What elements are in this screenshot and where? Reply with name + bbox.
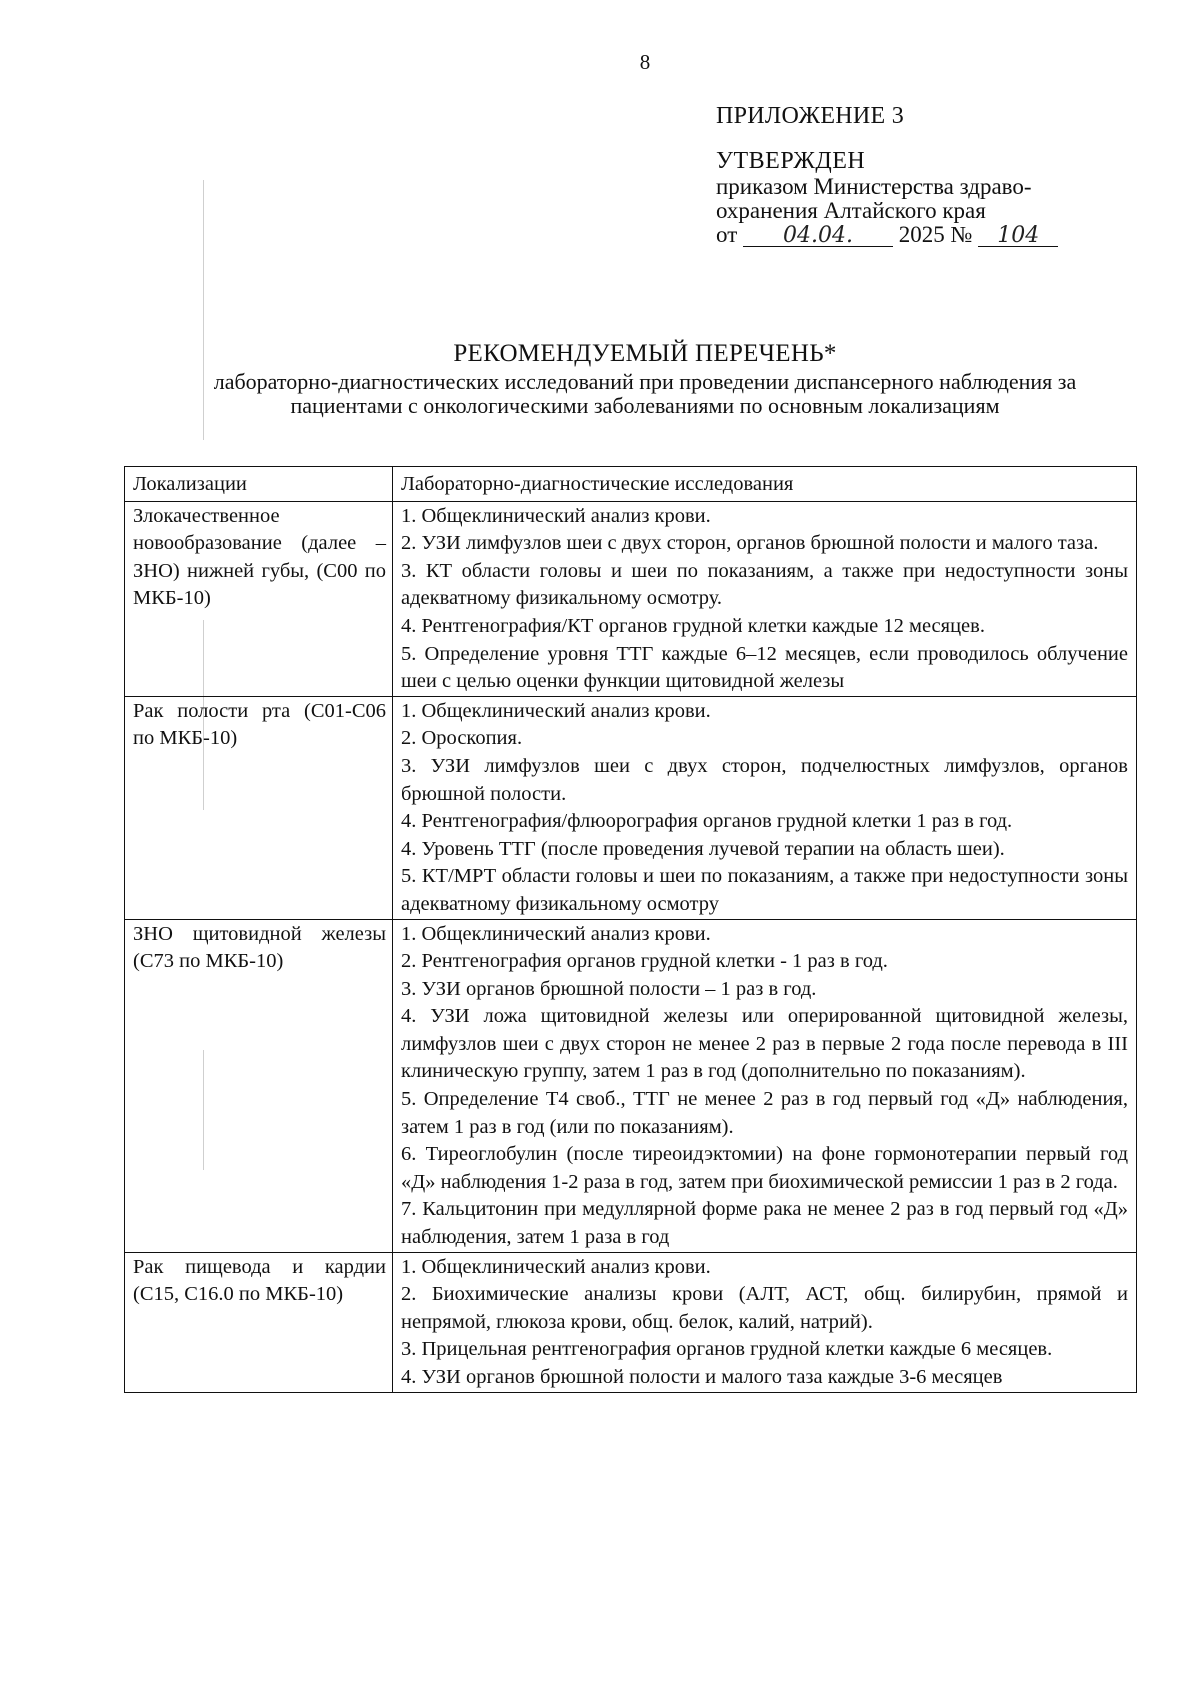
table-row (125, 501, 1137, 696)
list-item: 1. Общеклинический анализ крови. (401, 504, 711, 527)
appendix-heading: ПРИЛОЖЕНИЕ 3 (716, 103, 905, 129)
approval-date-line (716, 223, 1136, 247)
handwritten-date: 04.04. (743, 226, 893, 247)
list-item: 5. КТ/МРТ области головы и шеи по показаниям, а также при недоступности зоны адекватному физикальному осмотру (401, 865, 1128, 915)
document-title-block (170, 340, 1120, 418)
handwritten-number: 104 (978, 226, 1058, 247)
table-header-cell: Локализации (125, 467, 393, 502)
investigations-cell (393, 919, 1137, 1252)
year-label: 2025 № (898, 222, 973, 247)
approval-block (716, 149, 1136, 247)
document-subtitle: лабораторно-диагностических исследований при проведении диспансерного наблюдения за пациентами с онкологическими заболеваниями по основным локализациям (213, 369, 1077, 418)
list-item: 3. Прицельная рентгенография органов грудной клетки каждые 6 месяцев. (401, 1338, 1053, 1361)
list-item: 1. Общеклинический анализ крови. (401, 699, 711, 722)
list-item: 3. УЗИ органов брюшной полости – 1 раз в год. (401, 977, 817, 1000)
list-item: 4. Рентгенография/КТ органов грудной клетки каждые 12 месяцев. (401, 614, 985, 637)
table-row (125, 1252, 1137, 1392)
list-item: 5. Определение уровня ТТГ каждые 6–12 месяцев, если проводилось облучение шеи с целью оценки функции щитовидной железы (401, 642, 1128, 693)
localization-cell: Злокачественное новообразование (далее – ЗНО) нижней губы, (С00 по МКБ-10) (125, 501, 393, 696)
list-item: 5. Определение Т4 своб., ТТГ не менее 2 раз в год первый год «Д» наблюдения, затем 1 раз в год (или по показаниям). (401, 1088, 1128, 1138)
localization-cell: ЗНО щитовидной железы (С73 по МКБ-10) (125, 919, 393, 1252)
localization-cell: Рак полости рта (С01-С06 по МКБ-10) (125, 696, 393, 919)
investigations-cell (393, 1252, 1137, 1392)
document-title: РЕКОМЕНДУЕМЫЙ ПЕРЕЧЕНЬ* (453, 340, 837, 367)
recommended-list-table (124, 466, 1137, 1393)
localization-cell: Рак пищевода и кардии (С15, С16.0 по МКБ-10) (125, 1252, 393, 1392)
table-row (125, 696, 1137, 919)
list-item: 6. Тиреоглобулин (после тиреоидэктомии) на фоне гормонотерапии первый год «Д» наблюдения 1-2 раза в год, затем при биохимической ремиссии 1 раз в 2 года. (401, 1143, 1128, 1193)
list-item: 1. Общеклинический анализ крови. (401, 922, 711, 945)
list-item: 3. КТ области головы и шеи по показаниям, а также при недоступности зоны адекватному физикальному осмотру. (401, 559, 1128, 610)
list-item: 3. УЗИ лимфузлов шеи с двух сторон, подчелюстных лимфузлов, органов брюшной полости. (401, 754, 1128, 805)
list-item: 4. УЗИ органов брюшной полости и малого таза каждые 3-6 месяцев (401, 1366, 1003, 1388)
approval-line: охранения Алтайского края (716, 198, 986, 223)
approval-line: приказом Министерства здраво- (716, 174, 1032, 199)
approval-heading: УТВЕРЖДЕН (716, 148, 866, 174)
table-header-row (125, 467, 1137, 502)
list-item: 2. Ороскопия. (401, 727, 523, 750)
list-item: 2. УЗИ лимфузлов шеи с двух сторон, органов брюшной полости и малого таза. (401, 532, 1099, 555)
list-item: 2. Рентгенография органов грудной клетки - 1 раз в год. (401, 950, 888, 973)
list-item: 7. Кальцитонин при медуллярной форме рака не менее 2 раз в год первый год «Д» наблюдения, затем 1 раза в год (401, 1198, 1128, 1249)
investigations-cell (393, 501, 1137, 696)
list-item: 4. Уровень ТТГ (после проведения лучевой терапии на область шеи). (401, 837, 1005, 860)
table-row (125, 919, 1137, 1252)
list-item: 2. Биохимические анализы крови (АЛТ, АСТ, общ. билирубин, прямой и непрямой, глюкоза крови, общ. белок, калий, натрий). (401, 1283, 1128, 1333)
date-prefix: от (716, 222, 738, 247)
table-header-cell: Лабораторно-диагностические исследования (393, 467, 1137, 502)
page-number: 8 (639, 50, 651, 74)
list-item: 4. УЗИ ложа щитовидной железы или оперированной щитовидной железы, лимфузлов шеи с двух сторон не менее 2 раз в первые 2 года после перевода в III клиническую группу, затем 1 раз в год (дополнительно по показаниям). (401, 1005, 1128, 1083)
investigations-cell (393, 696, 1137, 919)
list-item: 1. Общеклинический анализ крови. (401, 1255, 711, 1278)
list-item: 4. Рентгенография/флюорография органов грудной клетки 1 раз в год. (401, 810, 1013, 833)
